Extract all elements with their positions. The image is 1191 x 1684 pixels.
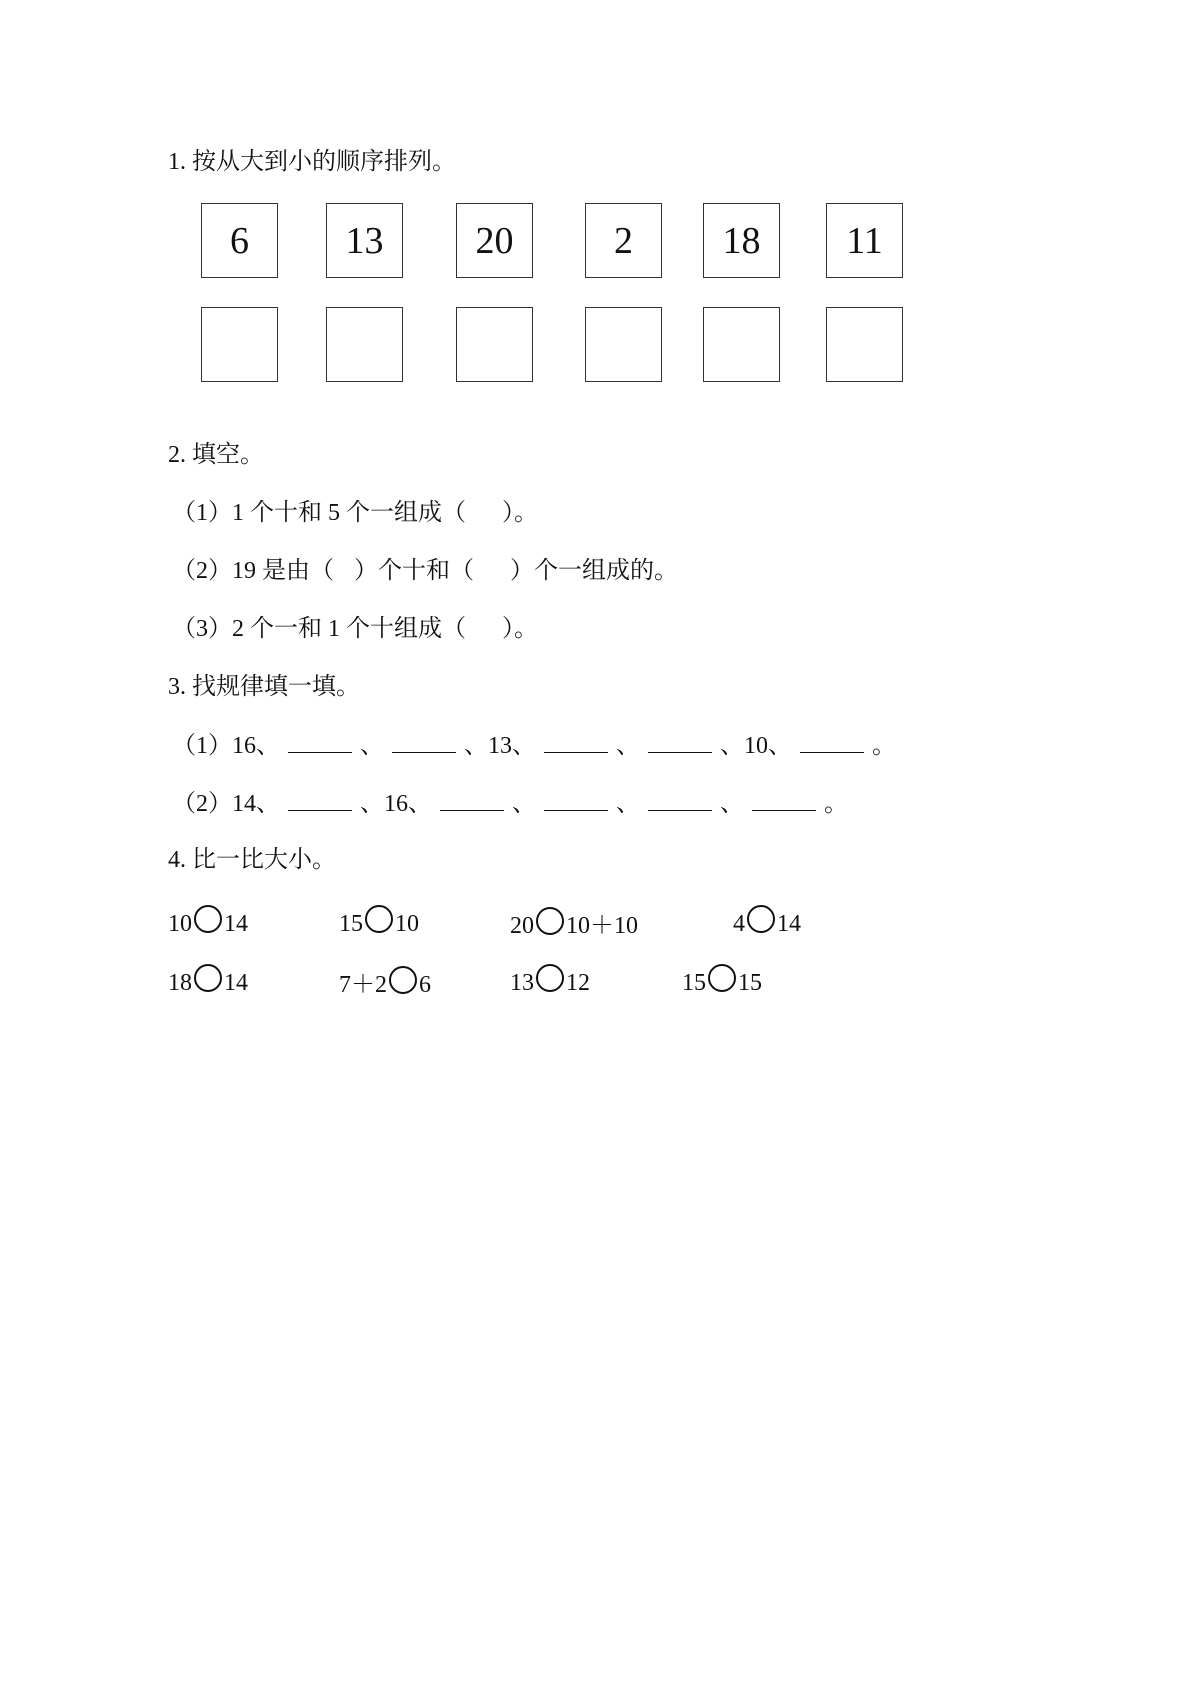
answer-box[interactable] <box>201 307 278 382</box>
fill-item-2 <box>172 556 678 586</box>
number-card: 6 <box>201 203 278 278</box>
right-operand: 10＋10 <box>566 913 638 939</box>
answer-blank[interactable] <box>544 788 608 811</box>
answer-blank[interactable] <box>648 730 712 753</box>
fill-text: ）个十和（ <box>354 558 474 584</box>
answer-box[interactable] <box>585 307 662 382</box>
compare-item <box>682 964 762 997</box>
fill-text: ）。 <box>502 500 538 526</box>
compare-circle[interactable] <box>194 964 222 992</box>
right-operand: 14 <box>224 970 248 996</box>
answer-blank[interactable] <box>288 730 352 753</box>
compare-circle[interactable] <box>389 966 417 994</box>
right-operand: 12 <box>566 970 590 996</box>
sequence-text: 。 <box>872 733 896 759</box>
answer-blank[interactable] <box>544 730 608 753</box>
sequence-text: 14、 <box>232 791 280 817</box>
question-3-title: 3. 找规律填一填。 <box>168 674 360 700</box>
left-operand: 15 <box>339 911 363 937</box>
compare-item <box>168 905 248 938</box>
left-operand: 4 <box>733 911 745 937</box>
right-operand: 10 <box>395 911 419 937</box>
sequence-text: 、13、 <box>464 733 536 759</box>
left-operand: 10 <box>168 911 192 937</box>
sequence-text: 16、 <box>232 733 280 759</box>
sequence-text: 、10、 <box>720 733 792 759</box>
compare-item <box>733 905 801 938</box>
compare-item <box>339 964 431 999</box>
answer-blank[interactable] <box>440 788 504 811</box>
right-operand: 6 <box>419 972 431 998</box>
sequence-2 <box>172 788 848 819</box>
compare-circle[interactable] <box>194 905 222 933</box>
sequence-text: 、 <box>616 733 640 759</box>
answer-blank[interactable] <box>752 788 816 811</box>
answer-box[interactable] <box>456 307 533 382</box>
left-operand: 18 <box>168 970 192 996</box>
sequence-label: （2） <box>172 791 232 817</box>
right-operand: 14 <box>224 911 248 937</box>
answer-blank[interactable] <box>800 730 864 753</box>
fill-text: （3）2 个一和 1 个十组成（ <box>172 616 466 642</box>
sequence-text: 、 <box>360 733 384 759</box>
fill-text: （2）19 是由（ <box>172 558 334 584</box>
answer-box[interactable] <box>326 307 403 382</box>
compare-item <box>168 964 248 997</box>
compare-item <box>510 905 638 940</box>
fill-item-1 <box>172 498 538 528</box>
left-operand: 13 <box>510 970 534 996</box>
sequence-text: 。 <box>824 791 848 817</box>
answer-box[interactable] <box>703 307 780 382</box>
sequence-text: 、 <box>512 791 536 817</box>
number-card: 13 <box>326 203 403 278</box>
right-operand: 15 <box>738 970 762 996</box>
compare-circle[interactable] <box>365 905 393 933</box>
sequence-text: 、16、 <box>360 791 432 817</box>
answer-blank[interactable] <box>288 788 352 811</box>
compare-circle[interactable] <box>536 907 564 935</box>
answer-blank[interactable] <box>648 788 712 811</box>
compare-item <box>339 905 419 938</box>
sequence-text: 、 <box>616 791 640 817</box>
sequence-text: 、 <box>720 791 744 817</box>
number-card: 18 <box>703 203 780 278</box>
left-operand: 7＋2 <box>339 972 387 998</box>
compare-circle[interactable] <box>536 964 564 992</box>
number-card: 2 <box>585 203 662 278</box>
number-card: 11 <box>826 203 903 278</box>
sequence-label: （1） <box>172 733 232 759</box>
fill-text: ）个一组成的。 <box>510 558 678 584</box>
fill-text: ）。 <box>502 616 538 642</box>
question-4-title: 4. 比一比大小。 <box>168 847 336 873</box>
question-1-title: 1. 按从大到小的顺序排列。 <box>168 149 456 175</box>
left-operand: 20 <box>510 913 534 939</box>
compare-circle[interactable] <box>708 964 736 992</box>
left-operand: 15 <box>682 970 706 996</box>
number-card: 20 <box>456 203 533 278</box>
fill-text: （1）1 个十和 5 个一组成（ <box>172 500 466 526</box>
right-operand: 14 <box>777 911 801 937</box>
sequence-1 <box>172 730 896 761</box>
compare-item <box>510 964 590 997</box>
fill-item-3 <box>172 614 538 644</box>
answer-box[interactable] <box>826 307 903 382</box>
answer-blank[interactable] <box>392 730 456 753</box>
compare-circle[interactable] <box>747 905 775 933</box>
question-2-title: 2. 填空。 <box>168 442 264 468</box>
